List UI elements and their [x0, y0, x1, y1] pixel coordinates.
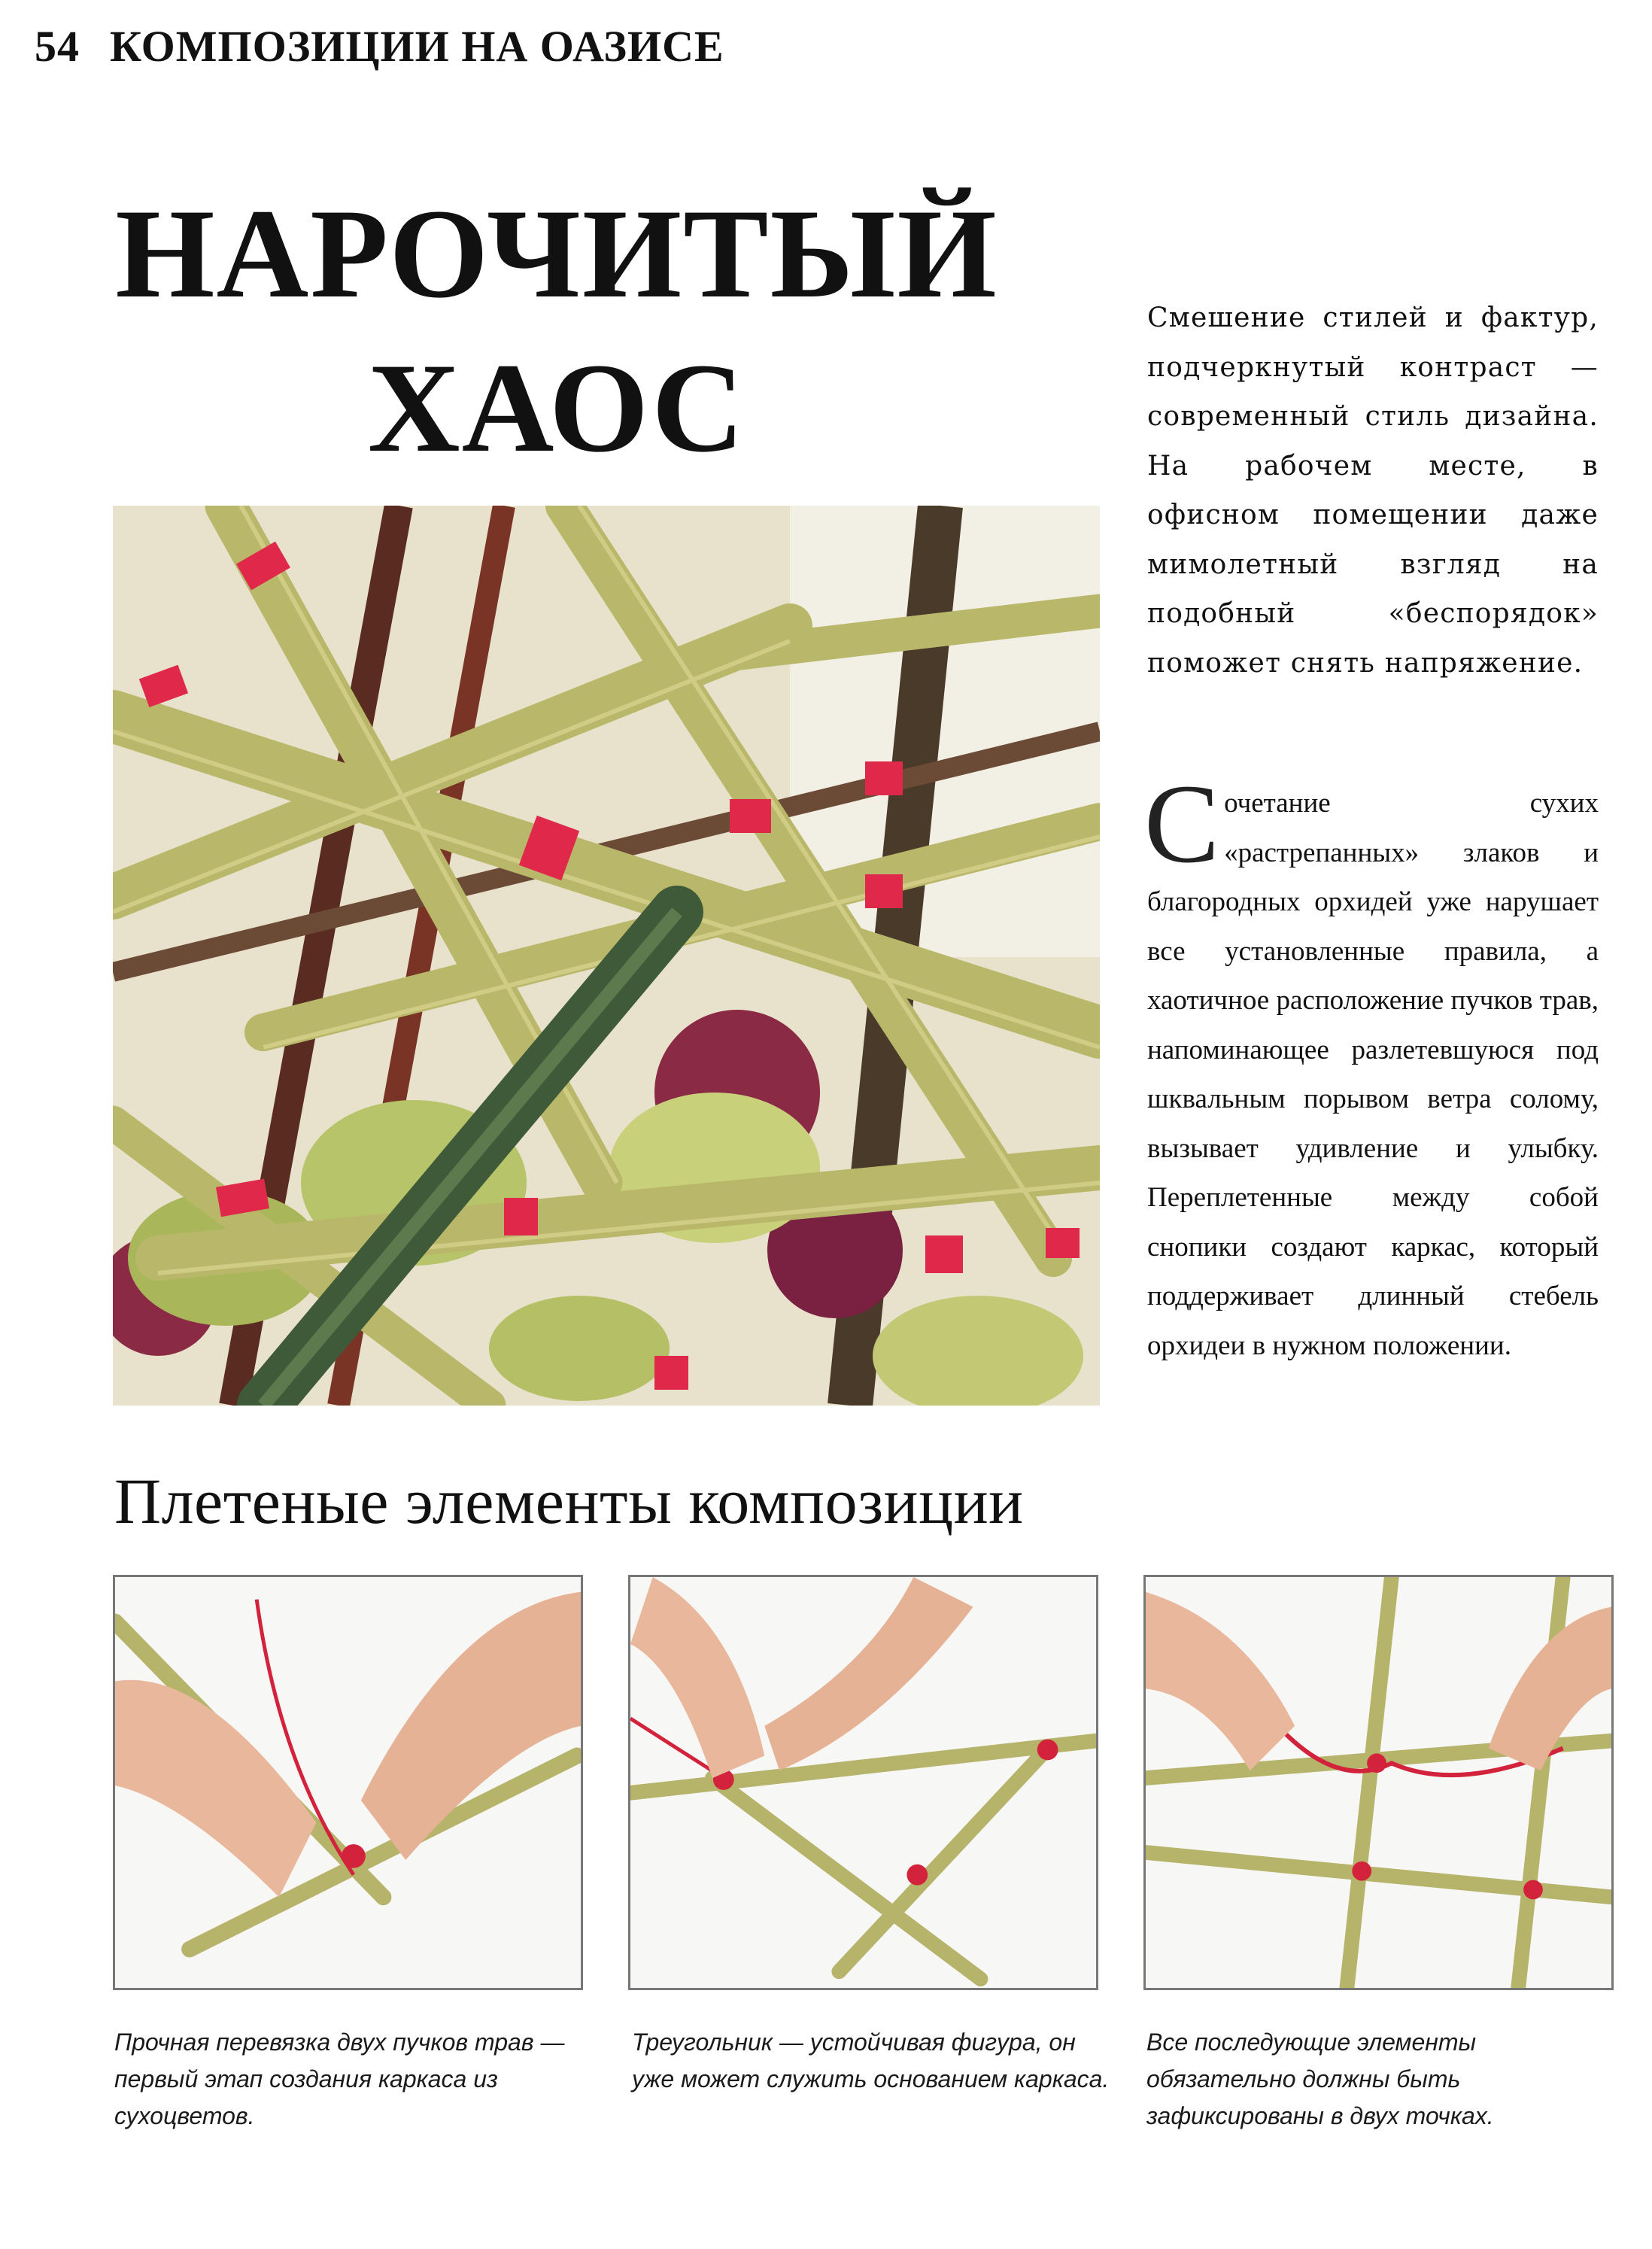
drop-cap: С: [1144, 761, 1220, 886]
title-line-2: ХАОС: [367, 337, 746, 479]
running-header: [35, 21, 724, 71]
intro-paragraph: Смешение стилей и фактур, подчеркнутый контраст — современный стиль дизайна. На рабочем месте, в офисном помещении даже мимолетный взгляд на подобный «беспорядок» поможет снять напряжение.: [1147, 302, 1599, 679]
step-caption-2: Треугольник — устойчивая фигура, он уже может служить основанием каркаса.: [632, 2029, 1110, 2092]
body-paragraph: [1144, 761, 1599, 1370]
page-number: 54: [35, 22, 80, 71]
step-photo-2: [628, 1575, 1098, 1990]
step-photo-1: [113, 1575, 583, 1990]
page-title: [113, 177, 1001, 485]
main-photo: [113, 506, 1100, 1406]
step-photo-3: [1143, 1575, 1614, 1990]
body-text: очетание сухих «растрепанных» злаков и благородных орхидей уже нарушает все установленные правила, а хаотичное расположение пучков трав, напоминающее разлетевшуюся под шквальным порывом ветра солому, вызывает удивление и улыбку. Переплетенные между собой снопики создают каркас, который поддерживает длинный стебель орхидеи в нужном положении.: [1147, 788, 1599, 1361]
section-heading: Плетеные элементы композиции: [114, 1465, 1024, 1537]
running-section-title: КОМПОЗИЦИИ НА ОАЗИСЕ: [110, 22, 724, 71]
step-caption-3: Все последующие элементы обязательно должны быть зафиксированы в двух точках.: [1146, 2029, 1494, 2129]
title-line-1: НАРОЧИТЫЙ: [115, 183, 998, 324]
step-caption-1: Прочная перевязка двух пучков трав — первый этап создания каркаса из сухоцветов.: [114, 2029, 565, 2129]
